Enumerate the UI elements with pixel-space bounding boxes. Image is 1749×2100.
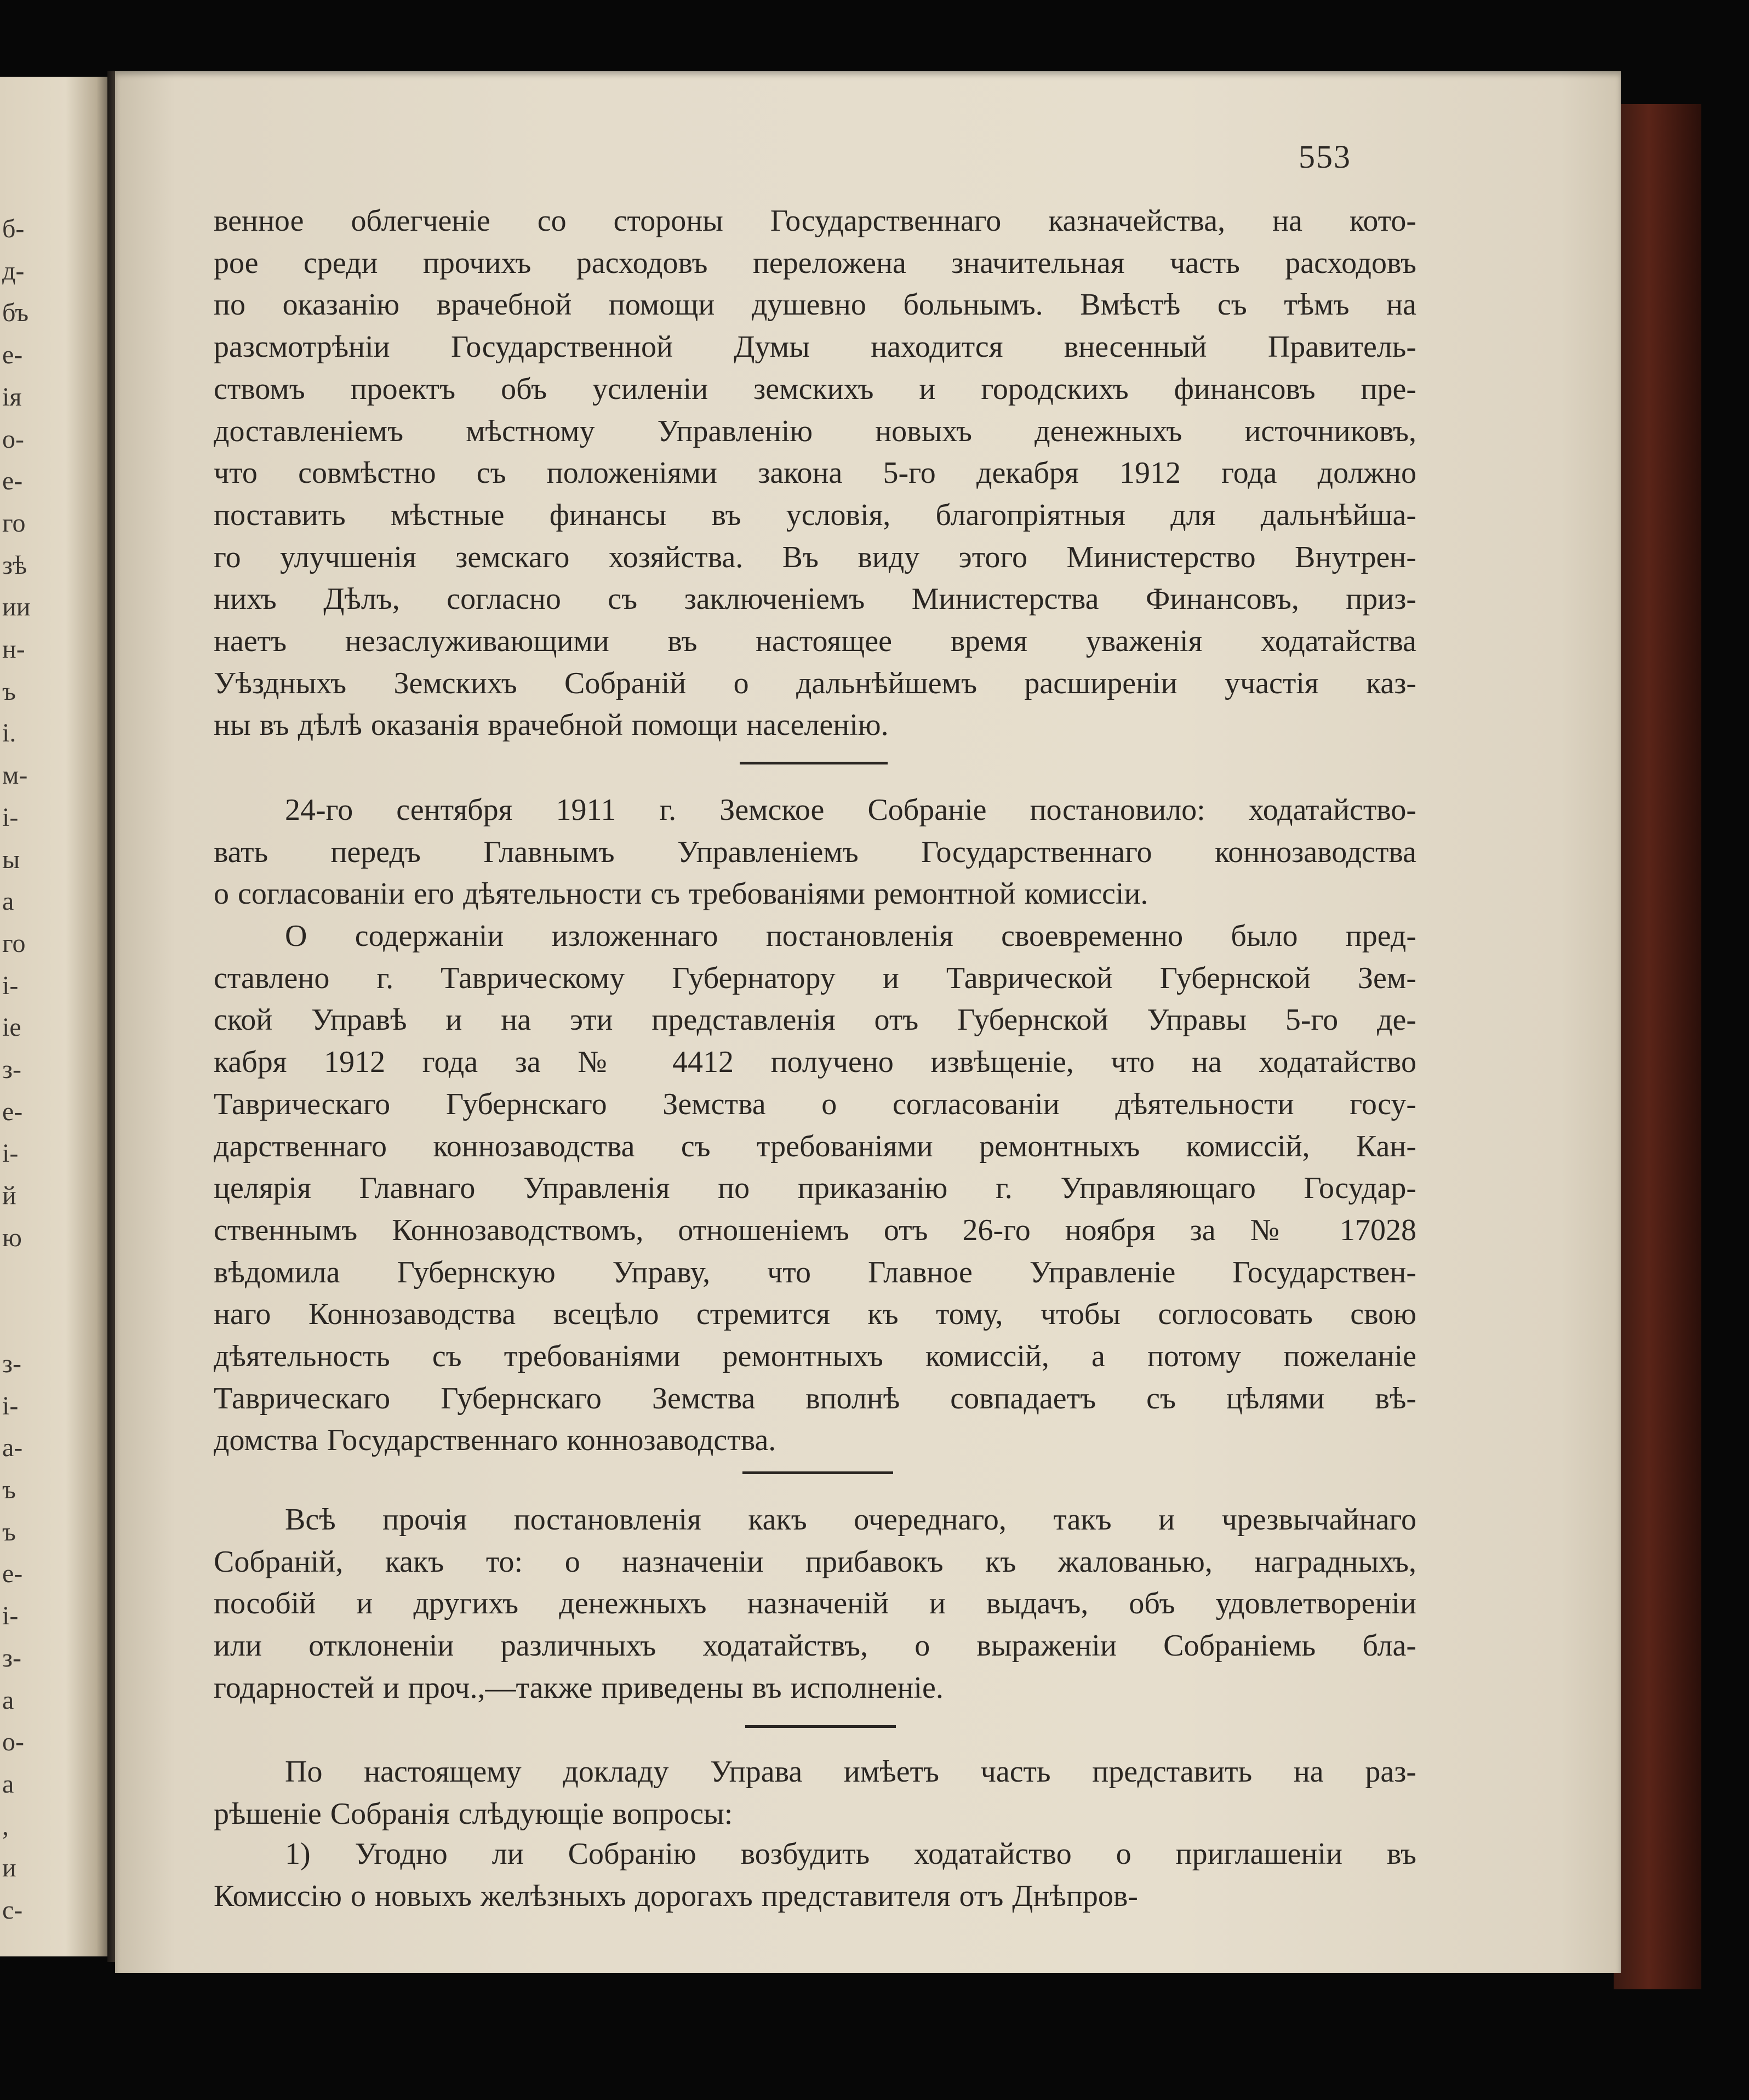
left-page-line-fragment: з- (2, 1349, 21, 1378)
text-line: кабря 1912 года за № 4412 получено извѣщеніе, что на ходатайство (214, 1045, 1416, 1080)
text-line: Уѣздныхъ Земскихъ Собраній о дальнѣйшемъ расширеніи участія каз- (214, 666, 1416, 700)
left-page-line-fragment: і- (2, 1601, 19, 1631)
left-page-line-fragment: а (2, 1769, 14, 1799)
left-page-line-fragment: с- (2, 1896, 23, 1925)
text-line: вѣдомила Губернскую Управу, что Главное Управленіе Государствен- (214, 1255, 1416, 1289)
left-page-line-fragment: а (2, 1685, 14, 1715)
left-page-line-fragment: е- (2, 1559, 23, 1589)
left-page-line-fragment: ъ (2, 676, 16, 706)
left-page-line-fragment: ы (2, 844, 20, 874)
left-page-line-fragment: о- (2, 1727, 24, 1757)
left-page-line-fragment: і- (2, 1391, 19, 1420)
text-line: доставленіемъ мѣстному Управленію новыхъ денежныхъ источниковъ, (214, 414, 1416, 448)
paragraph-resolution-1911 (214, 789, 1416, 915)
text-line: что совмѣстно съ положеніями закона 5-го декабря 1912 года должно (214, 456, 1416, 490)
left-page-line-fragment: го (2, 508, 26, 538)
text-line: вать передъ Главнымъ Управленіемъ Государственнаго коннозаводства (214, 835, 1416, 869)
left-page-line-fragment: ю (2, 1223, 22, 1252)
paragraph-other-resolutions (214, 1499, 1416, 1709)
left-page-line-fragment: н- (2, 635, 25, 664)
section-divider (742, 1471, 893, 1474)
text-line: по оказанію врачебной помощи душевно больнымъ. Вмѣстѣ съ тѣмъ на (214, 288, 1416, 322)
left-page-line-fragment: м- (2, 761, 28, 790)
text-line: Комиссію о новыхъ желѣзныхъ дорогахъ представителя отъ Днѣпров- (214, 1879, 1138, 1913)
text-line: 1) Угодно ли Собранію возбудить ходатайство о приглашеніи въ (285, 1837, 1416, 1871)
text-line: рѣшеніе Собранія слѣдующіе вопросы: (214, 1796, 733, 1831)
section-divider (745, 1725, 896, 1728)
text-line: 24-го сентября 1911 г. Земское Собраніе постановило: ходатайство- (285, 793, 1416, 827)
left-page-line-fragment: го (2, 928, 26, 958)
left-page-line-fragment: й (2, 1181, 16, 1211)
text-line: наго Коннозаводства всецѣло стремится къ тому, чтобы соглосовать свою (214, 1297, 1416, 1332)
left-page-line-fragment: і- (2, 1139, 19, 1168)
left-page-line-fragment: о- (2, 424, 24, 454)
text-line: венное облегченіе со стороны Государственнаго казначейства, на кото- (214, 204, 1416, 238)
paragraph-question-1 (214, 1833, 1416, 1917)
text-line: рое среди прочихъ расходовъ переложена значительная часть расходовъ (214, 246, 1416, 280)
left-page-line-fragment: , (2, 1811, 9, 1841)
text-line: или отклоненіи различныхъ ходатайствъ, о выраженіи Собраніемь бла- (214, 1629, 1416, 1663)
left-page-line-fragment: д- (2, 256, 25, 286)
text-line: о согласованіи его дѣятельности съ требованіями ремонтной комиссіи. (214, 877, 1148, 911)
page-number: 553 (1299, 139, 1351, 175)
text-line: дарственнаго коннозаводства съ требованіями ремонтныхъ комиссій, Кан- (214, 1129, 1416, 1163)
text-line: По настоящему докладу Управа имѣетъ часть представить на раз- (285, 1755, 1416, 1789)
left-page-line-fragment: з- (2, 1643, 21, 1673)
left-page-line-fragment: и (2, 1853, 16, 1883)
left-page-line-fragment: е- (2, 1097, 23, 1126)
left-page-line-fragment: і. (2, 718, 16, 748)
paragraph-gubernia-reply (214, 915, 1416, 1462)
text-line: ственнымъ Коннозаводствомъ, отношеніемъ отъ 26-го ноября за № 17028 (214, 1213, 1416, 1247)
left-page-line-fragment: і- (2, 802, 19, 832)
text-line: дѣятельность съ требованіями ремонтныхъ комиссій, а потому пожеланіе (214, 1339, 1416, 1374)
text-line: целярія Главнаго Управленія по приказанію г. Управляющаго Государ- (214, 1171, 1416, 1206)
text-line: нихъ Дѣлъ, согласно съ заключеніемъ Министерства Финансовъ, приз- (214, 582, 1416, 617)
text-line: домства Государственнаго коннозаводства. (214, 1423, 776, 1458)
left-page-line-fragment: б- (2, 214, 25, 243)
left-page-line-fragment: бъ (2, 298, 29, 328)
text-line: Таврическаго Губернскаго Земства вполнѣ совпадаетъ съ цѣлями вѣ- (214, 1381, 1416, 1416)
text-line: ны въ дѣлѣ оказанія врачебной помощи населенію. (214, 708, 889, 743)
paragraph-questions-intro (214, 1751, 1416, 1835)
text-line: наетъ незаслуживающими въ настоящее время уваженія ходатайства (214, 624, 1416, 659)
text-line: О содержаніи изложеннаго постановленія своевременно было пред- (285, 919, 1416, 953)
left-page-line-fragment: а (2, 887, 14, 916)
left-page-line-fragment: іе (2, 1013, 21, 1042)
text-line: го улучшенія земскаго хозяйства. Въ виду этого Министерство Внутрен- (214, 540, 1416, 574)
text-line: ствомъ проектъ объ усиленіи земскихъ и городскихъ финансовъ пре- (214, 372, 1416, 406)
text-line: Всѣ прочія постановленія какъ очереднаго, такъ и чрезвычайнаго (285, 1503, 1416, 1537)
text-line: ставлено г. Таврическому Губернатору и Таврической Губернской Зем- (214, 961, 1416, 995)
text-line: Собраній, какъ то: о назначеніи прибавокъ къ жалованью, наградныхъ, (214, 1544, 1416, 1579)
left-page-line-fragment: ии (2, 592, 31, 622)
left-page-line-fragment: е- (2, 466, 23, 496)
book-cover-edge (1614, 104, 1701, 1989)
text-line: Таврическаго Губернскаго Земства о согласованіи дѣятельности госу- (214, 1087, 1416, 1121)
left-page-line-fragment: і- (2, 971, 19, 1000)
left-page-line-fragment: е- (2, 340, 23, 370)
left-page-line-fragment: а- (2, 1433, 23, 1463)
text-line: разсмотрѣніи Государственной Думы находится внесенный Правитель- (214, 330, 1416, 364)
text-line: пособій и другихъ денежныхъ назначеній и выдачъ, объ удовлетвореніи (214, 1587, 1416, 1621)
text-line: поставить мѣстные финансы въ условія, благопріятныя для дальнѣйша- (214, 498, 1416, 532)
text-line: годарностей и проч.,—также приведены въ исполненіе. (214, 1670, 944, 1705)
left-page-line-fragment: з- (2, 1055, 21, 1084)
paragraph-kazna (214, 200, 1416, 746)
left-page-line-fragment: ія (2, 382, 22, 412)
left-page-line-fragment: ъ (2, 1517, 16, 1547)
section-divider (740, 762, 888, 764)
text-line: ской Управѣ и на эти представленія отъ Губернской Управы 5-го де- (214, 1003, 1416, 1037)
left-page-line-fragment: зѣ (2, 550, 27, 580)
left-page-line-fragment: ъ (2, 1475, 16, 1504)
